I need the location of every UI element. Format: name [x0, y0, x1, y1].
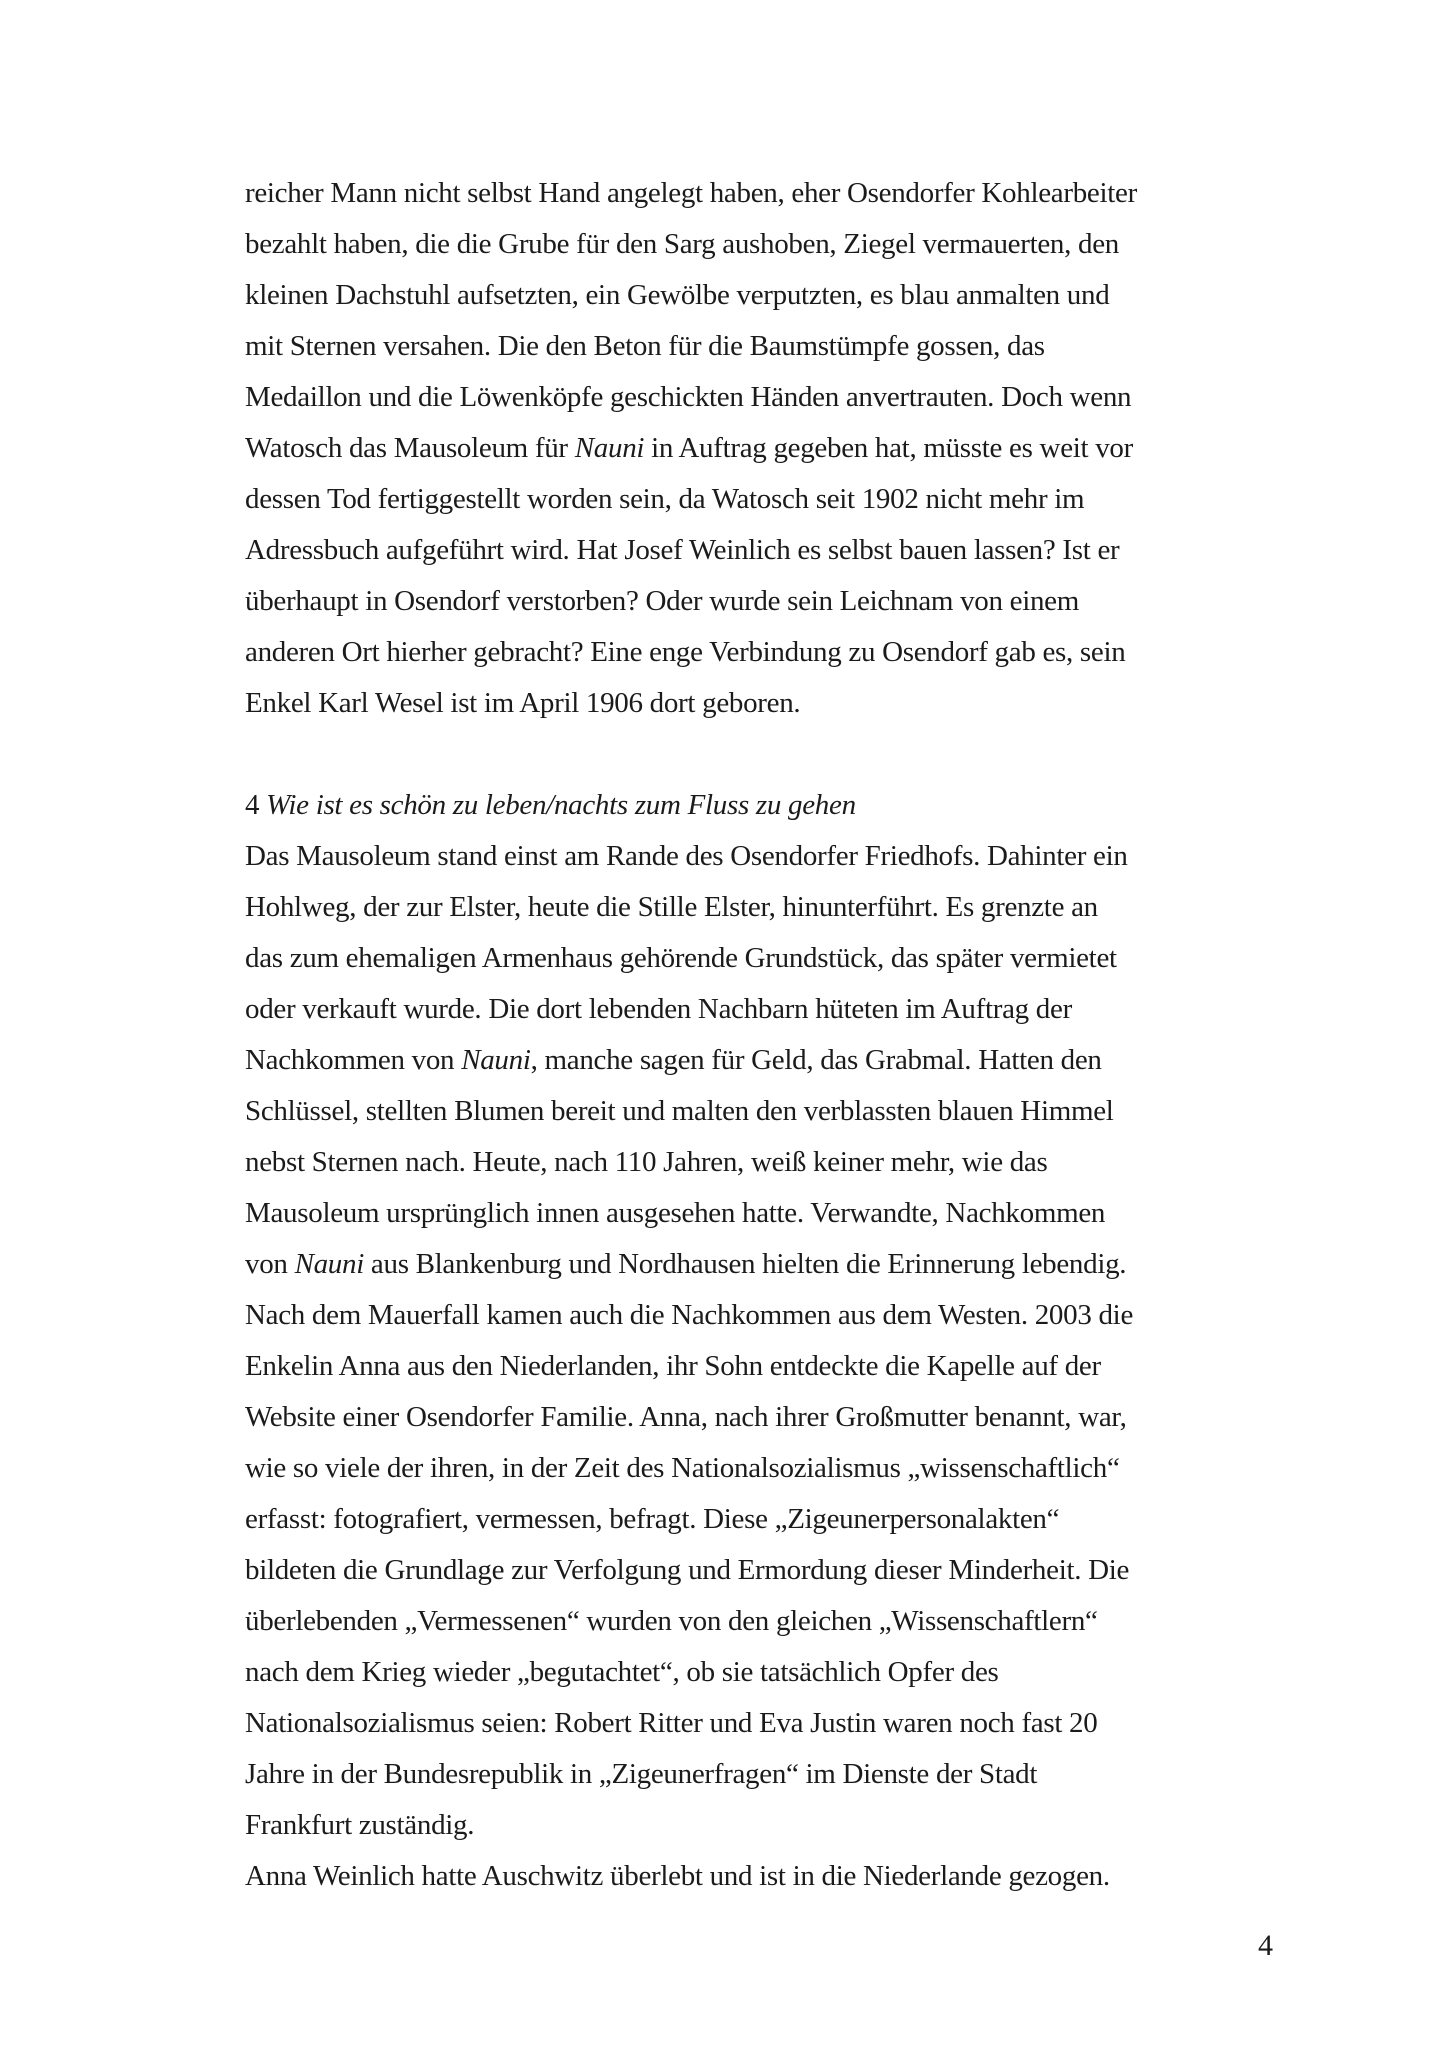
text-line: Nach dem Mauerfall kamen auch die Nachkommen aus dem Westen. 2003 die	[245, 1299, 1134, 1331]
text-line: Medaillon und die Löwenköpfe geschickten Händen anvertrauten. Doch wenn	[245, 381, 1132, 413]
text-line: Website einer Osendorfer Familie. Anna, nach ihrer Großmutter benannt, war,	[245, 1401, 1127, 1433]
heading-line: 4 Wie ist es schön zu leben/nachts zum Fluss zu gehen	[245, 789, 856, 821]
text-line: Adressbuch aufgeführt wird. Hat Josef Weinlich es selbst bauen lassen? Ist er	[245, 534, 1120, 566]
text-line: Enkelin Anna aus den Niederlanden, ihr Sohn entdeckte die Kapelle auf der	[245, 1350, 1101, 1382]
paragraph-spacer	[245, 729, 1255, 780]
text-line: Frankfurt zuständig.	[245, 1809, 475, 1841]
text-line: Nationalsozialismus seien: Robert Ritter und Eva Justin waren noch fast 20	[245, 1707, 1098, 1739]
text-line: bildeten die Grundlage zur Verfolgung und Ermordung dieser Minderheit. Die	[245, 1554, 1130, 1586]
text-line: nach dem Krieg wieder „begutachtet“, ob sie tatsächlich Opfer des	[245, 1656, 999, 1688]
text-line: von Nauni aus Blankenburg und Nordhausen hielten die Erinnerung lebendig.	[245, 1248, 1127, 1280]
text-line: Enkel Karl Wesel ist im April 1906 dort geboren.	[245, 687, 801, 719]
body-paragraph	[245, 168, 1255, 729]
text-line: Watosch das Mausoleum für Nauni in Auftrag gegeben hat, müsste es weit vor	[245, 432, 1133, 464]
text-line: kleinen Dachstuhl aufsetzten, ein Gewölbe verputzten, es blau anmalten und	[245, 279, 1110, 311]
text-line: erfasst: fotografiert, vermessen, befragt. Diese „Zigeunerpersonalakten“	[245, 1503, 1060, 1535]
text-line: reicher Mann nicht selbst Hand angelegt haben, eher Osendorfer Kohlearbeiter	[245, 177, 1137, 209]
text-line: überlebenden „Vermessenen“ wurden von den gleichen „Wissenschaftlern“	[245, 1605, 1098, 1637]
text-line: nebst Sternen nach. Heute, nach 110 Jahren, weiß keiner mehr, wie das	[245, 1146, 1048, 1178]
text-line: das zum ehemaligen Armenhaus gehörende Grundstück, das später vermietet	[245, 942, 1117, 974]
text-line: Mausoleum ursprünglich innen ausgesehen hatte. Verwandte, Nachkommen	[245, 1197, 1106, 1229]
text-line: Nachkommen von Nauni, manche sagen für Geld, das Grabmal. Hatten den	[245, 1044, 1102, 1076]
section-heading	[245, 780, 1255, 831]
text-line: oder verkauft wurde. Die dort lebenden Nachbarn hüteten im Auftrag der	[245, 993, 1072, 1025]
text-line: Hohlweg, der zur Elster, heute die Stille Elster, hinunterführt. Es grenzte an	[245, 891, 1098, 923]
text-line: Jahre in der Bundesrepublik in „Zigeunerfragen“ im Dienste der Stadt	[245, 1758, 1038, 1790]
text-line: Schlüssel, stellten Blumen bereit und malten den verblassten blauen Himmel	[245, 1095, 1114, 1127]
text-line: mit Sternen versahen. Die den Beton für die Baumstümpfe gossen, das	[245, 330, 1045, 362]
text-line: Anna Weinlich hatte Auschwitz überlebt und ist in die Niederlande gezogen.	[245, 1860, 1110, 1892]
text-line: wie so viele der ihren, in der Zeit des Nationalsozialismus „wissenschaftlich“	[245, 1452, 1120, 1484]
text-line: überhaupt in Osendorf verstorben? Oder wurde sein Leichnam von einem	[245, 585, 1080, 617]
text-line: Das Mausoleum stand einst am Rande des Osendorfer Friedhofs. Dahinter ein	[245, 840, 1128, 872]
body-paragraph	[245, 831, 1255, 1902]
text-content	[245, 168, 1255, 1902]
page-number: 4	[1258, 1929, 1273, 1962]
text-line: dessen Tod fertiggestellt worden sein, da Watosch seit 1902 nicht mehr im	[245, 483, 1085, 515]
text-line: bezahlt haben, die die Grube für den Sarg aushoben, Ziegel vermauerten, den	[245, 228, 1120, 260]
text-line: anderen Ort hierher gebracht? Eine enge Verbindung zu Osendorf gab es, sein	[245, 636, 1126, 668]
